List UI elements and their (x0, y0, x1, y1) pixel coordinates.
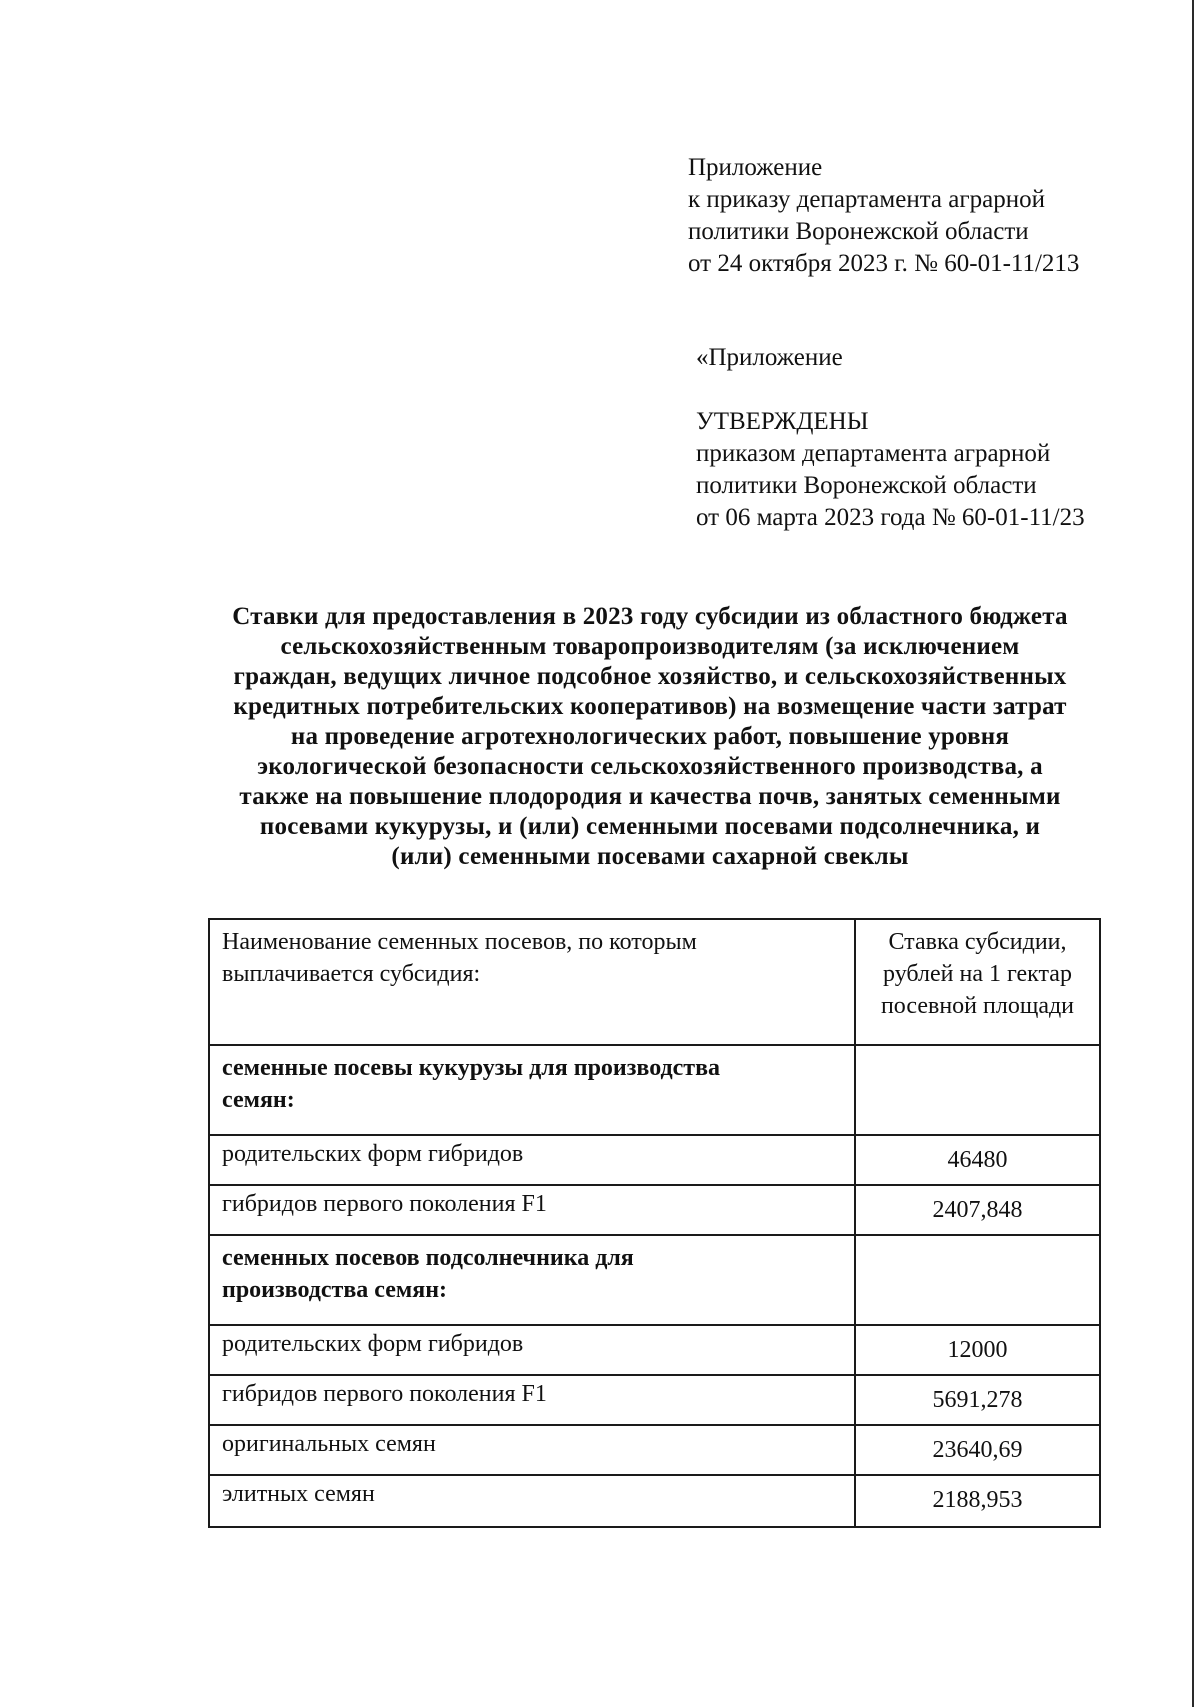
section-row-sunflower (209, 1235, 1100, 1325)
title-line: граждан, ведущих личное подсобное хозяйство, и сельскохозяйственных (233, 663, 1067, 690)
table-row (209, 1135, 1100, 1185)
table-row (209, 1475, 1100, 1527)
title-line: (или) семенными посевами сахарной свеклы (391, 843, 909, 870)
row-name-cell: элитных семян (209, 1475, 855, 1527)
title-line: посевами кукурузы, и (или) семенными посевами подсолнечника, и (259, 813, 1041, 840)
row-name-cell: оригинальных семян (209, 1425, 855, 1475)
title-line: на проведение агротехнологических работ, повышение уровня (290, 723, 1010, 750)
section-name-line: производства семян: (222, 1277, 448, 1303)
row-rate-cell: 2407,848 (855, 1185, 1100, 1235)
table-row (209, 1185, 1100, 1235)
approval-block (696, 342, 1085, 534)
approval-line: политики Воронежской области (696, 472, 1037, 499)
approval-line: от 06 марта 2023 года № 60-01-11/23 (696, 504, 1085, 531)
section-name-line: семян: (222, 1087, 295, 1113)
header-rate-cell (855, 919, 1100, 1045)
header-rate-line: рублей на 1 гектар (883, 961, 1072, 987)
section-rate-cell (855, 1045, 1100, 1135)
row-rate-cell: 23640,69 (855, 1425, 1100, 1475)
title-line: сельскохозяйственным товаропроизводителям (за исключением (280, 633, 1020, 660)
table-row (209, 1425, 1100, 1475)
section-row-corn (209, 1045, 1100, 1135)
appendix-label: «Приложение (696, 344, 843, 371)
row-name-cell: родительских форм гибридов (209, 1135, 855, 1185)
header-rate-line: Ставка субсидии, (888, 929, 1067, 955)
row-name-cell: гибридов первого поколения F1 (209, 1375, 855, 1425)
title-line: Ставки для предоставления в 2023 году субсидии из областного бюджета (232, 603, 1068, 630)
approved-label: УТВЕРЖДЕНЫ (696, 408, 869, 435)
header-name-cell: Наименование семенных посевов, по которым выплачивается субсидия: (209, 919, 855, 1045)
table-row (209, 1375, 1100, 1425)
document-title (150, 602, 1150, 872)
header-line: к приказу департамента аграрной (688, 186, 1045, 213)
section-rate-cell (855, 1235, 1100, 1325)
table-header-row (209, 919, 1100, 1045)
section-name-line: семенных посевов подсолнечника для (222, 1245, 634, 1271)
header-rate-line: посевной площади (880, 993, 1075, 1019)
row-rate-cell: 5691,278 (855, 1375, 1100, 1425)
header-line: от 24 октября 2023 г. № 60-01-11/213 (688, 250, 1080, 277)
subsidy-rates-table (208, 918, 1101, 1528)
row-rate-cell: 12000 (855, 1325, 1100, 1375)
header-line: политики Воронежской области (688, 218, 1029, 245)
page-edge (1192, 0, 1194, 1707)
row-name-cell: гибридов первого поколения F1 (209, 1185, 855, 1235)
title-line: экологической безопасности сельскохозяйственного производства, а (257, 753, 1043, 780)
title-line: также на повышение плодородия и качества почв, занятых семенными (239, 783, 1061, 810)
row-rate-cell: 46480 (855, 1135, 1100, 1185)
approval-line: приказом департамента аграрной (696, 440, 1051, 467)
table-row (209, 1325, 1100, 1375)
row-rate-cell: 2188,953 (855, 1475, 1100, 1527)
header-line: Приложение (688, 154, 823, 181)
title-line: кредитных потребительских кооперативов) на возмещение части затрат (233, 693, 1067, 720)
section-name-cell (209, 1235, 855, 1325)
section-name-line: семенные посевы кукурузы для производства (222, 1055, 721, 1081)
section-name-cell (209, 1045, 855, 1135)
appendix-header (688, 152, 1079, 280)
row-name-cell: родительских форм гибридов (209, 1325, 855, 1375)
spacer (696, 374, 1085, 406)
